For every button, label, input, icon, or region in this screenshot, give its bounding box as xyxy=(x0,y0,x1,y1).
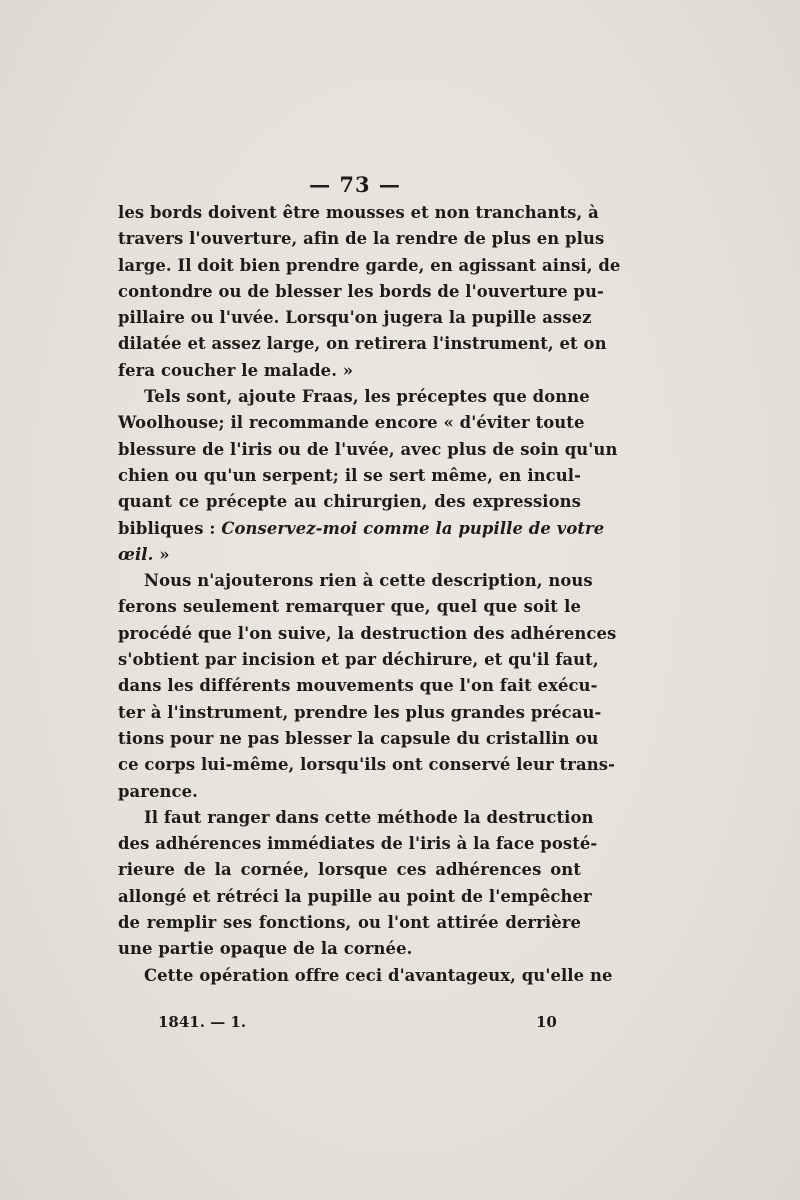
text-line-content: contondre ou de blesser les bords de l'ouverture pu- xyxy=(118,281,604,301)
text-line xyxy=(118,410,585,436)
text-line-content: Woolhouse; il recommande encore « d'éviter toute xyxy=(118,413,585,433)
text-line xyxy=(118,700,602,726)
text-line xyxy=(118,463,581,489)
text-line-content: pillaire ou l'uvée. Lorsqu'on jugera la pupille assez xyxy=(118,308,592,328)
text-line-content: ferons seulement remarquer que, quel que soit le xyxy=(118,597,581,617)
text-line xyxy=(118,489,581,515)
text-line xyxy=(118,779,581,805)
text-line xyxy=(118,437,618,463)
text-line-content: s'obtient par incision et par déchirure, et qu'il faut, xyxy=(118,650,599,670)
text-line-content: une partie opaque de la cornée. xyxy=(118,939,413,959)
text-line-content: procédé que l'on suive, la destruction des adhérences xyxy=(118,623,617,643)
signature-mark: 1841. — 1. xyxy=(158,1013,247,1031)
body-text xyxy=(118,200,621,989)
text-line-content: parence. xyxy=(118,781,198,801)
text-line-content: Tels sont, ajoute Fraas, les préceptes que donne xyxy=(144,387,590,407)
text-line-italic: Conservez-moi comme la pupille de votre xyxy=(221,518,605,538)
text-line-content: allongé et rétréci la pupille au point de l'empêcher xyxy=(118,886,592,906)
text-line-content: ter à l'instrument, prendre les plus grandes précau- xyxy=(118,702,602,722)
text-line xyxy=(118,279,604,305)
text-line-content: dans les différents mouvements que l'on fait exécu- xyxy=(118,676,598,696)
sheet-number: 10 xyxy=(536,1013,557,1031)
text-line-italic: œil. xyxy=(118,544,154,564)
text-line-content: tions pour ne pas blesser la capsule du cristallin ou xyxy=(118,728,599,748)
text-line xyxy=(118,936,581,962)
text-line xyxy=(118,200,599,226)
text-line-after: » xyxy=(153,544,170,564)
text-line xyxy=(118,621,617,647)
text-line xyxy=(118,831,598,857)
text-line-content: ce corps lui-même, lorsqu'ils ont conservé leur trans- xyxy=(118,755,615,775)
text-line-content: rieure de la cornée, lorsque ces adhérences ont xyxy=(118,860,581,880)
text-line-content: Cette opération offre ceci d'avantageux, qu'elle ne xyxy=(144,965,613,985)
text-line xyxy=(118,226,605,252)
text-line xyxy=(118,805,594,831)
text-line-content: fera coucher le malade. » xyxy=(118,360,354,380)
text-line xyxy=(118,568,593,594)
text-line xyxy=(118,358,581,384)
text-line xyxy=(118,384,590,410)
text-line xyxy=(118,253,621,279)
text-line-content: bibliques : xyxy=(118,518,222,538)
text-line xyxy=(118,884,592,910)
text-line xyxy=(118,910,581,936)
text-line xyxy=(118,726,599,752)
text-line-content: de remplir ses fonctions, ou l'ont attirée derrière xyxy=(118,913,581,933)
text-line xyxy=(118,516,605,542)
text-line xyxy=(118,857,581,883)
text-line-content: Nous n'ajouterons rien à cette description, nous xyxy=(144,571,593,591)
text-line xyxy=(118,963,613,989)
text-line-content: dilatée et assez large, on retirera l'instrument, et on xyxy=(118,334,607,354)
text-line xyxy=(118,752,615,778)
text-line xyxy=(118,542,581,568)
text-line-content: les bords doivent être mousses et non tranchants, à xyxy=(118,203,599,222)
text-line xyxy=(118,647,599,673)
text-line xyxy=(118,305,592,331)
text-line-content: blessure de l'iris ou de l'uvée, avec plus de soin qu'un xyxy=(118,439,618,459)
page-number: — 73 — xyxy=(309,172,401,197)
text-line xyxy=(118,331,607,357)
text-line xyxy=(118,673,598,699)
text-line-content: travers l'ouverture, afin de la rendre de plus en plus xyxy=(118,229,605,249)
text-line-content: large. Il doit bien prendre garde, en agissant ainsi, de xyxy=(118,255,621,275)
text-line-content: Il faut ranger dans cette méthode la destruction xyxy=(144,807,594,827)
text-line-content: quant ce précepte au chirurgien, des expressions xyxy=(118,492,581,512)
page-footer xyxy=(158,1013,558,1037)
text-line-content: des adhérences immédiates de l'iris à la face posté- xyxy=(118,834,598,854)
text-line xyxy=(118,594,581,620)
text-line-content: chien ou qu'un serpent; il se sert même, en incul- xyxy=(118,465,581,485)
